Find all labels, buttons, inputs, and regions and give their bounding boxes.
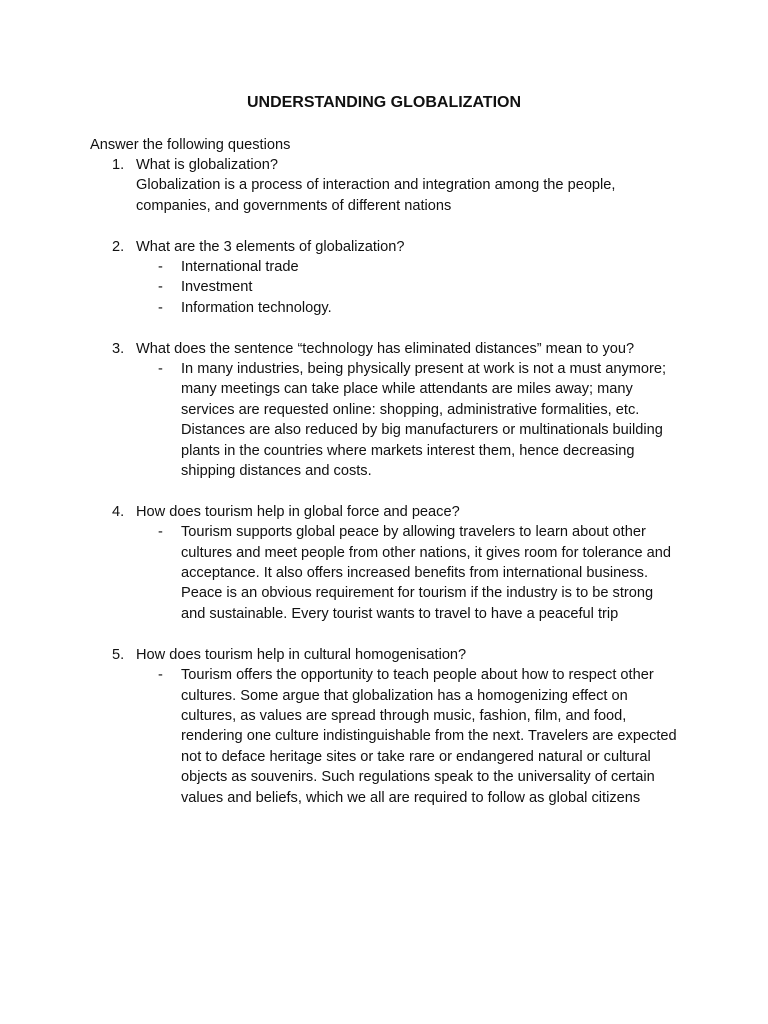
answer-bullet	[136, 257, 692, 277]
bullet-text: Tourism offers the opportunity to teach people about how to respect other cultures. Some argue that globalization has a homogenizing effect on cultures, as values are spread through music, fashion, film, and food, rendering one culture indistinguishable from the next. Travelers are expected not to deface heritage sites or take rare or endangered natural or cultural objects as souvenirs. Such regulations speak to the universality of certain values and beliefs, which we all are required to follow as global citizens	[181, 667, 677, 806]
bullet-dash: -	[158, 524, 163, 541]
bullet-dash: -	[158, 361, 163, 378]
bullet-text: Tourism supports global peace by allowing travelers to learn about other cultures and meet people from other nations, it gives room for tolerance and acceptance. It also offers increased benefits from international business. Peace is an obvious requirement for tourism if the industry is to be strong and sustainable. Every tourist wants to travel to have a peaceful trip	[181, 524, 671, 622]
question-item-3	[112, 339, 692, 482]
question-item-5	[112, 645, 692, 808]
question-number: 4.	[112, 503, 125, 520]
answer-bullet-list	[136, 257, 692, 318]
question-number: 1.	[112, 157, 125, 173]
question-list	[112, 155, 692, 828]
bullet-text: Information technology.	[181, 299, 332, 316]
question-item-4	[112, 502, 692, 624]
bullet-dash: -	[158, 259, 163, 276]
answer-bullet	[136, 359, 692, 481]
answer-bullet-list	[136, 665, 692, 808]
answer-bullet	[136, 522, 692, 624]
answer-bullet	[136, 277, 692, 297]
question-text: What does the sentence “technology has eliminated distances” mean to you?	[136, 340, 635, 357]
bullet-text: International trade	[181, 259, 299, 276]
question-number: 3.	[112, 340, 125, 357]
instructions-text: Answer the following questions	[90, 137, 291, 153]
bullet-dash: -	[158, 299, 163, 316]
question-text: What are the 3 elements of globalization?	[136, 238, 405, 255]
answer-bullet	[136, 298, 692, 318]
question-text: How does tourism help in global force and peace?	[136, 503, 460, 520]
question-text: How does tourism help in cultural homogenisation?	[136, 646, 467, 663]
document-title: UNDERSTANDING GLOBALIZATION	[246, 94, 522, 111]
answer-bullet	[136, 665, 692, 808]
bullet-dash: -	[158, 279, 163, 296]
question-item-1	[112, 155, 692, 216]
question-text: What is globalization?	[136, 157, 278, 173]
bullet-text: Investment	[181, 279, 253, 296]
answer-bullet-list	[136, 359, 692, 481]
answer-bullet-list	[136, 522, 692, 624]
answer-text: Globalization is a process of interaction and integration among the people, companies, and governments of different nations	[136, 177, 616, 214]
question-number: 2.	[112, 238, 125, 255]
question-item-2	[112, 237, 692, 319]
bullet-dash: -	[158, 667, 163, 684]
bullet-text: In many industries, being physically present at work is not a must anymore; many meetings can take place while attendants are miles away; many services are requested online: shopping, administrative formalities, etc. Distances are also reduced by big manufacturers or multinationals building plants in the countries where markets interest them, hence decreasing shipping distances and costs.	[181, 361, 667, 480]
question-number: 5.	[112, 646, 125, 663]
